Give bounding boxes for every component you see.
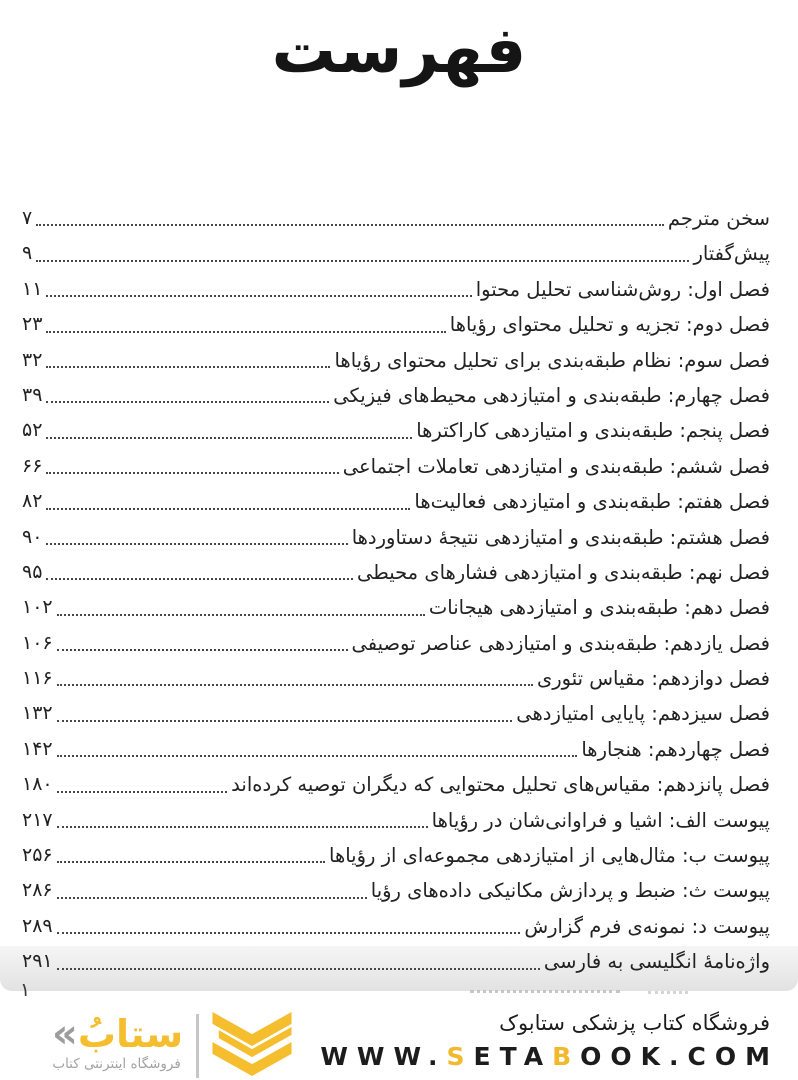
url-letter-s: S: [446, 1042, 474, 1071]
toc-row: [22, 873, 770, 908]
setabook-logo: [50, 1012, 292, 1080]
toc-item-page: ۵۲: [22, 419, 43, 442]
toc-item-title: فصل نهم: طبقه‌بندی و امتیازدهی فشارهای محیطی: [356, 560, 770, 584]
toc-row: [22, 838, 770, 873]
toc-partial-cutoff-text: [470, 990, 620, 993]
toc-dotted-leader: [57, 755, 578, 757]
toc-dotted-leader: [46, 508, 410, 510]
toc-item-title: فصل سیزدهم: پایایی امتیازدهی: [516, 702, 770, 726]
toc-item-title: پیوست ب: مثال‌هایی از امتیازدهی مجموعه‌ای از رؤیاها: [329, 844, 770, 868]
toc-row: [22, 626, 770, 661]
toc-item-title: فصل چهاردهم: هنجارها: [581, 737, 770, 761]
toc-dotted-leader: [57, 720, 513, 722]
toc-row: [22, 413, 770, 448]
toc-item-title: فصل اول: روش‌شناسی تحلیل محتوا: [475, 277, 770, 301]
toc-row: [22, 307, 770, 342]
url-part: ETA: [473, 1042, 553, 1071]
logo-wordmark: [50, 1011, 184, 1057]
toc-item-page: ۱۰۶: [22, 631, 53, 654]
toc-row: [22, 803, 770, 838]
toc-item-title: فصل دوم: تجزیه و تحلیل محتوای رؤیاها: [449, 313, 770, 337]
toc-item-title: پیوست الف: اشیا و فراوانی‌شان در رؤیاها: [431, 808, 770, 832]
toc-row: [22, 661, 770, 696]
toc-item-title: فصل سوم: نظام طبقه‌بندی برای تحلیل محتوای رؤیاها: [334, 348, 770, 372]
toc-item-page: ۷: [22, 206, 33, 229]
logo-divider: [196, 1014, 199, 1078]
toc-dotted-leader: [46, 295, 471, 297]
toc-item-title: سخن مترجم: [667, 206, 770, 230]
toc-item-title: فصل دوازدهم: مقیاس تئوری: [536, 667, 770, 691]
toc-dotted-leader: [57, 791, 228, 793]
toc-item-page: ۹۵: [22, 560, 43, 583]
toc-item-page: ۲۹۱: [22, 950, 53, 973]
toc-dotted-leader: [46, 366, 330, 368]
toc-dotted-leader: [46, 472, 338, 474]
toc-dotted-leader: [57, 861, 325, 863]
toc-item-page: ۱۱۶: [22, 667, 53, 690]
toc-item-title: فصل چهارم: طبقه‌بندی و امتیازدهی محیط‌های فیزیکی: [333, 383, 770, 407]
page-title: فهرست: [271, 14, 527, 88]
toc-row: [22, 236, 770, 271]
toc-row: [22, 555, 770, 590]
toc-row: [22, 201, 770, 236]
toc-row: [22, 520, 770, 555]
toc-dotted-leader: [57, 614, 425, 616]
toc-item-title: واژه‌نامهٔ انگلیسی به فارسی: [543, 950, 770, 974]
toc-dotted-leader: [36, 224, 664, 226]
toc-row: [22, 484, 770, 519]
toc-dotted-leader: [57, 684, 533, 686]
toc-item-page: ۲۸۶: [22, 879, 53, 902]
url-letter-b: B: [552, 1042, 581, 1071]
toc-item-page: ۹۰: [22, 525, 43, 548]
store-title: فروشگاه کتاب پزشکی ستابوک: [499, 1011, 770, 1035]
toc-row: [22, 272, 770, 307]
toc-item-title: فصل دهم: طبقه‌بندی و امتیازدهی هیجانات: [428, 596, 770, 620]
logo-wordmark-text: ستابُ: [77, 1012, 184, 1056]
toc-row: [22, 343, 770, 378]
toc-row: [22, 449, 770, 484]
toc-row: [22, 909, 770, 944]
toc-item-title: فصل پانزدهم: مقیاس‌های تحلیل محتوایی که دیگران توصیه کرده‌اند: [231, 773, 770, 797]
toc-item-page: ۳۹: [22, 383, 43, 406]
toc-item-page: ۳۲: [22, 348, 43, 371]
toc-dotted-leader: [46, 543, 347, 545]
url-part: WWW.: [320, 1042, 447, 1071]
toc-item-title: فصل یازدهم: طبقه‌بندی و امتیازدهی عناصر توصیفی: [351, 631, 770, 655]
toc-partial-page-number: ۱: [20, 979, 31, 1001]
url-part: OOK.COM: [580, 1042, 779, 1071]
toc-item-title: فصل ششم: طبقه‌بندی و امتیازدهی تعاملات اجتماعی: [342, 454, 770, 478]
toc-row: [22, 590, 770, 625]
toc-dotted-leader: [46, 437, 412, 439]
website-url: [320, 1042, 779, 1072]
toc-row: [22, 732, 770, 767]
toc-dotted-leader: [36, 260, 689, 262]
toc-partial-cutoff-text-2: [648, 991, 688, 994]
toc-item-title: فصل هفتم: طبقه‌بندی و امتیازدهی فعالیت‌ها: [414, 490, 770, 514]
toc-item-page: ۱۳۲: [22, 702, 53, 725]
toc-dotted-leader: [57, 932, 521, 934]
logo-subtitle: فروشگاه اینترنتی کتاب: [52, 1056, 181, 1072]
toc-item-title: پیوست ث: ضبط و پردازش مکانیکی داده‌های رؤیا: [370, 879, 770, 903]
toc-dotted-leader: [46, 578, 353, 580]
toc-item-page: ۶۶: [22, 454, 43, 477]
toc-dotted-leader: [57, 649, 348, 651]
chevron-book-icon: [212, 1012, 292, 1080]
toc-dotted-leader: [46, 401, 329, 403]
logo-stylized-kaf: «: [52, 1011, 78, 1057]
toc-item-title: پیش‌گفتار: [693, 242, 770, 266]
toc-row: [22, 378, 770, 413]
toc-dotted-leader: [57, 897, 367, 899]
toc-dotted-leader: [57, 968, 540, 970]
toc-item-title: فصل هشتم: طبقه‌بندی و امتیازدهی نتیجهٔ دستاوردها: [351, 525, 770, 549]
toc-item-page: ۱۰۲: [22, 596, 53, 619]
toc-item-page: ۱۱: [22, 277, 43, 300]
footer-store-info: [320, 1008, 779, 1072]
toc-item-page: ۲۸۹: [22, 914, 53, 937]
toc-item-page: ۱۸۰: [22, 773, 53, 796]
toc-item-page: ۲۳: [22, 313, 43, 336]
toc-row: [22, 767, 770, 802]
toc-item-page: ۲۵۶: [22, 844, 53, 867]
toc-dotted-leader: [57, 826, 428, 828]
toc-item-page: ۹: [22, 242, 33, 265]
toc-item-title: پیوست د: نمونه‌ی فرم گزارش: [524, 914, 770, 938]
toc-row: [22, 696, 770, 731]
toc-row: [22, 944, 770, 979]
toc-list: [22, 201, 770, 980]
toc-item-page: ۲۱۷: [22, 808, 53, 831]
toc-dotted-leader: [46, 331, 445, 333]
toc-item-page: ۱۴۲: [22, 737, 53, 760]
logo-text-block: [50, 1012, 183, 1072]
toc-item-page: ۸۲: [22, 490, 43, 513]
toc-item-title: فصل پنجم: طبقه‌بندی و امتیازدهی کاراکترها: [416, 419, 770, 443]
